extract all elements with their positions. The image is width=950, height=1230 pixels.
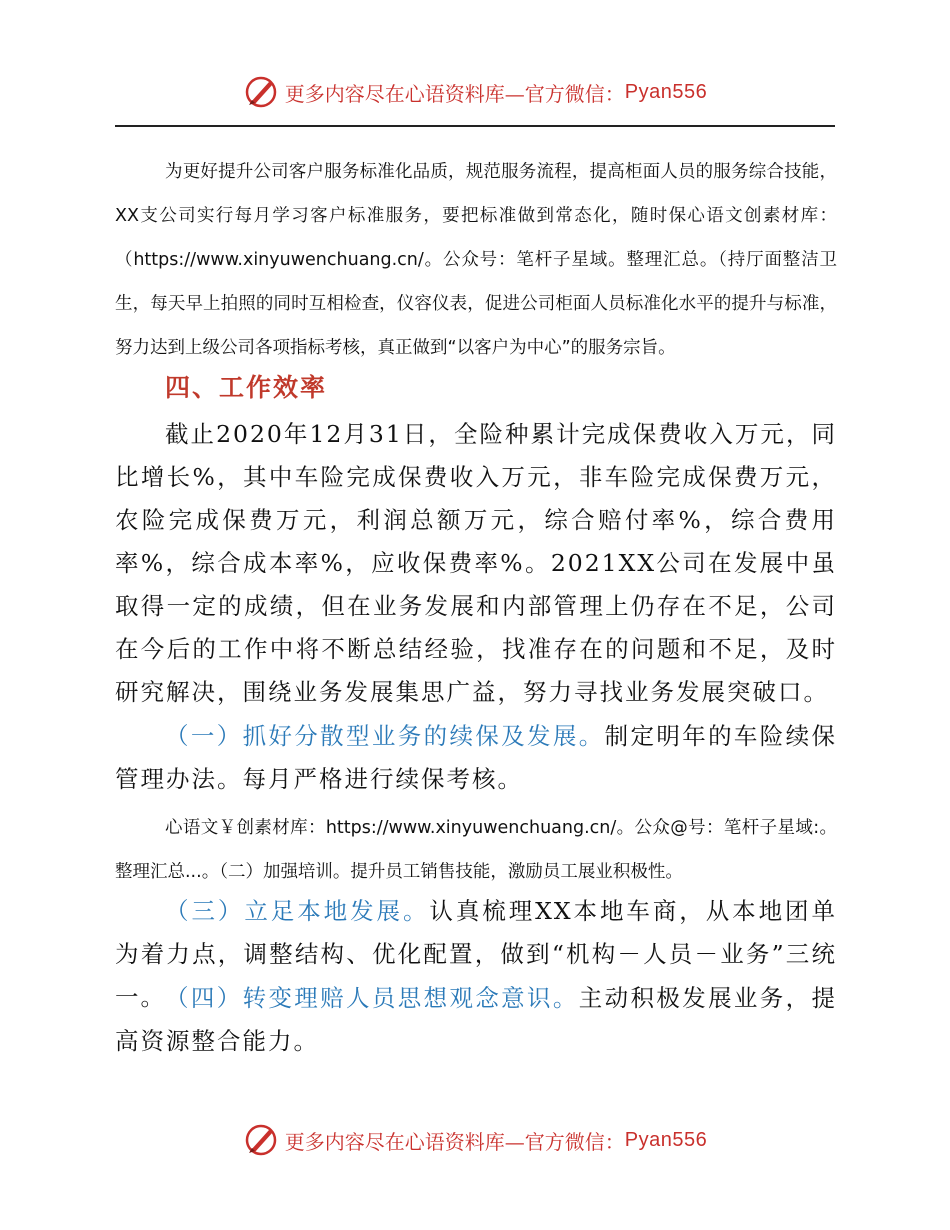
item-1-paragraph [115,715,837,801]
header-banner [0,72,950,112]
header-wechat-id: Pyan556 [624,80,708,103]
item-4-paragraph [115,977,837,1063]
header-banner-text: 更多内容尽在心语资料库—官方微信： [284,81,625,106]
header-divider [115,125,835,127]
item-3-title: （三）立足本地发展。 [165,897,430,925]
item-1-title: （一）抓好分散型业务的续保及发展。 [165,722,605,750]
section-heading: 四、工作效率 [165,373,328,402]
pen-logo-icon [243,74,279,110]
item-4-title: （四）转变理赔人员思想观念意识。 [165,984,579,1012]
footer-banner-text: 更多内容尽在心语资料库—官方微信： [284,1129,625,1154]
watermark-paragraph: 心语文￥创素材库：https://www.xinyuwenchuang.cn/。公众@号：笔杆子星域:。整理汇总...。（二）加强培训。提升员工销售技能，激励员工展业积极性。 [115,818,837,882]
footer-banner [0,1120,950,1160]
pen-logo-icon [243,1122,279,1158]
item-3-body: 认真梳理XX本地车商，从本地团单为着力点，调整结构、优化配置，做到“机构－人员－业务”三统一。 [115,897,837,1011]
footer-wechat-id: Pyan556 [624,1128,708,1151]
item-1-body: 制定明年的车险续保管理办法。每月严格进行续保考核。 [115,722,838,793]
item-4-body: 主动积极发展业务，提高资源整合能力。 [115,984,838,1055]
intro-paragraph: 为更好提升公司客户服务标准化品质，规范服务流程，提高柜面人员的服务综合技能，XX支公司实行每月学习客户标准服务，要把标准做到常态化，随时保心语文创素材库：（https://www.xinyuwenchuang.cn/。公众号：笔杆子星域。整理汇总。（持厅面整洁卫生，每天早上拍照的同时互相检查，仪容仪表，促进公司柜面人员标准化水平的提升与标准，努力达到上级公司各项指标考核，真正做到“以客户为中心”的服务宗旨。 [115,162,837,358]
section-body: 截止2020年12月31日，全险种累计完成保费收入万元，同比增长%，其中车险完成保费收入万元，非车险完成保费万元，农险完成保费万元，利润总额万元，综合赔付率%，综合费用率%，综合成本率%，应收保费率%。2021XX公司在发展中虽取得一定的成绩，但在业务发展和内部管理上仍存在不足，公司在今后的工作中将不断总结经验，找准存在的问题和不足，及时研究解决，围绕业务发展集思广益，努力寻找业务发展突破口。 [115,420,837,706]
